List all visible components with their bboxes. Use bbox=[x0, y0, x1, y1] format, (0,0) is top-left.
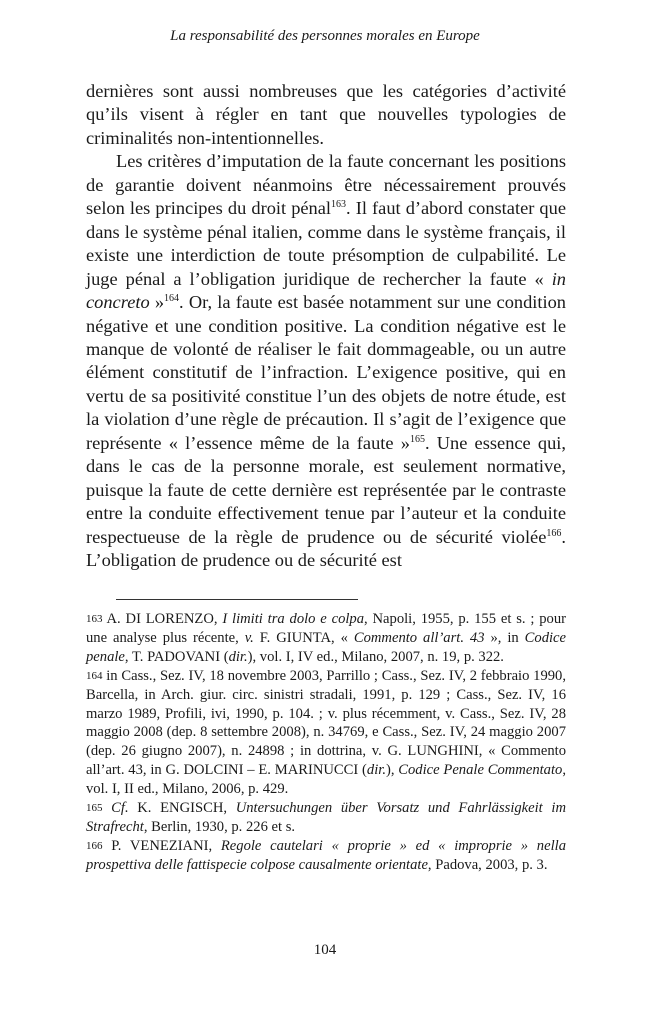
footnote-text: in Cass., Sez. IV, 18 novembre 2003, Parrillo ; Cass., Sez. IV, 2 febbraio 1990, Barcella, in Arch. giur. circ. sinistri stradali, 1991, p. 129 ; Cass., Sez. IV, 16 marzo 1989, Profili, ivi, 1990, p. 104. ; v. plus récemment, v. Cass., Sez. IV, 28 maggio 2008 (dep. 8 settembre 2008), n. 34769, e Cass., Sez. IV, 24 maggio 2007 (dep. 26 giugno 2007), n. 24898 ; in dottrina, v. G. LUNGHINI, « Commento all’art. 43, in G. DOLCINI – E. MARINUCCI ( bbox=[86, 667, 566, 779]
footnote-165 bbox=[86, 799, 566, 837]
text-run: . Une essence qui, dans le cas de la personne morale, est seulement normative, puisque la faute de cette dernière est représentée par le contraste entre la conduite effectivement tenue par l’auteur et la conduite respectueuse de la règle de prudence ou de sécurité violée bbox=[86, 432, 566, 547]
footnote-italic-text: dir. bbox=[366, 762, 386, 779]
footnote-ref-166: 166 bbox=[546, 527, 562, 539]
footnote-italic-text: Codice penale bbox=[86, 629, 567, 665]
footnotes bbox=[86, 610, 566, 875]
footnote-163 bbox=[86, 610, 566, 667]
page-number: 104 bbox=[313, 942, 337, 958]
footnote-text: », in bbox=[484, 629, 525, 646]
footnote-text: , vol. I, II ed., Milano, 2006, p. 429. bbox=[86, 762, 566, 798]
footnote-166 bbox=[86, 837, 566, 875]
footnote-text: ), vol. I, IV ed., Milano, 2007, n. 19, p. 322. bbox=[247, 648, 504, 665]
italic-term: in concreto bbox=[86, 268, 566, 313]
footnote-number: 163 bbox=[86, 613, 103, 625]
footnote-text: F. GIUNTA, « bbox=[253, 629, 354, 646]
footnote-number: 166 bbox=[86, 839, 103, 852]
footnote-number: 165 bbox=[86, 802, 103, 815]
footnote-text: ), bbox=[385, 762, 399, 779]
footnote-ref-165: 165 bbox=[409, 433, 425, 445]
paragraph-2 bbox=[86, 150, 566, 572]
footnote-italic-text: Untersuchungen über Vorsatz und Fahrlässigkeit im Strafrecht bbox=[86, 800, 566, 835]
text-run: Les critères d’imputation de la faute concernant les positions de garantie doivent néanmoins être nécessairement prouvés selon les principes du droit pénal bbox=[86, 151, 566, 219]
footnote-italic-text: dir. bbox=[228, 648, 248, 665]
footnote-164 bbox=[86, 667, 566, 799]
main-text bbox=[86, 80, 566, 573]
footnote-italic-text: v. bbox=[244, 629, 254, 646]
footnote-italic-text: Commento all’art. 43 bbox=[353, 629, 485, 646]
text-run: . Il faut d’abord constater que dans le système pénal italien, comme dans le système français, il existe une interdiction de toute présomption de culpabilité. Le juge pénal a l’obligation juridique de rechercher la faute « bbox=[86, 198, 566, 289]
footnote-number: 164 bbox=[86, 669, 103, 682]
paragraph-1: dernières sont aussi nombreuses que les catégories d’activité qu’ils visent à régler en tant que nouvelles typologies de criminalités non-intentionnelles. bbox=[86, 81, 566, 148]
footnote-italic-text: Regole cautelari « proprie » ed « improprie » nella prospettiva delle fattispecie colpose causalmente orientate bbox=[86, 837, 566, 873]
running-head: La responsabilité des personnes morales en Europe bbox=[170, 28, 480, 44]
footnote-italic-text: Cf. bbox=[111, 800, 129, 817]
footnote-text bbox=[103, 800, 112, 816]
footnote-italic-text: Codice Penale Commentato bbox=[398, 762, 563, 779]
text-run: » bbox=[149, 292, 165, 313]
text-run: . L’obligation de prudence ou de sécurité est bbox=[86, 526, 566, 571]
footnote-text: , T. PADOVANI ( bbox=[124, 648, 229, 665]
footnote-ref-164: 164 bbox=[164, 293, 180, 305]
text-run: . Or, la faute est basée notamment sur une condition négative et une condition positive. La condition négative est le manque de volonté de réaliser le fait dommageable, ou un autre élément constitutif de l’infraction. L’exigence positive, qui en vertu de sa positivité constitue l’un des objets de notre étude, est la violation d’une règle de précaution. Il s’agit de l’exigence que représente « l’essence même de la faute » bbox=[86, 292, 566, 453]
footnote-text: K. ENGISCH, bbox=[128, 800, 236, 817]
footnote-ref-163: 163 bbox=[331, 199, 347, 211]
footnote-text: , Napoli, 1955, p. 155 et s. ; pour une analyse plus récente, bbox=[86, 611, 566, 646]
footnote-separator bbox=[116, 599, 358, 600]
footnote-text: , Padova, 2003, p. 3. bbox=[427, 856, 548, 873]
footnote-text: P. VENEZIANI, bbox=[102, 837, 221, 854]
footnote-text: A. DI LORENZO, bbox=[102, 611, 223, 627]
footnote-italic-text: I limiti tra dolo e colpa bbox=[222, 611, 365, 627]
footnote-text: , Berlin, 1930, p. 226 et s. bbox=[143, 818, 296, 835]
